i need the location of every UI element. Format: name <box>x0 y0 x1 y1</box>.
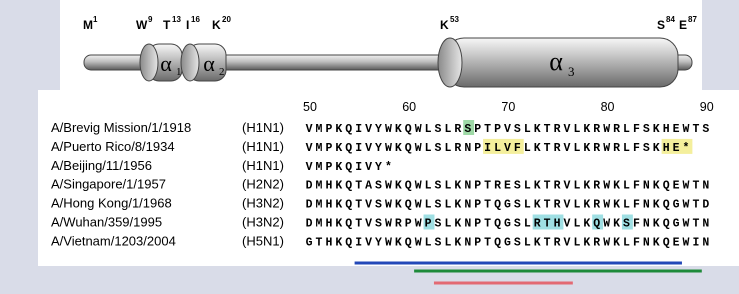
svg-text:1: 1 <box>93 15 98 24</box>
helix-alpha1 <box>140 44 182 81</box>
svg-text:T: T <box>163 18 171 32</box>
strain-subtype: (H5N1) <box>242 233 284 249</box>
helix-alpha2 <box>181 44 226 81</box>
alignment-row <box>51 139 689 155</box>
svg-text:53: 53 <box>450 15 459 24</box>
residue-label-e87 <box>679 15 697 32</box>
alignment-row <box>51 215 709 231</box>
helix-symbol: α <box>203 51 215 76</box>
helix-symbol: α <box>160 51 172 76</box>
strain-sequence: V M P K Q I V Y W K Q W L S L R S P T P V S L K T R V L K R W R L F S K H E W T S <box>305 123 710 136</box>
helix-symbol: α <box>549 47 563 76</box>
strain-subtype: (H2N2) <box>242 176 284 192</box>
ruler-tick-label: 90 <box>699 100 714 114</box>
alignment-row <box>51 177 709 193</box>
residue-label-i16 <box>186 15 200 32</box>
strain-name: A/Hong Kong/1/1968 <box>51 195 172 211</box>
residue-label-m1 <box>83 15 98 32</box>
svg-text:9: 9 <box>148 15 153 24</box>
ruler-tick-label: 70 <box>501 100 516 114</box>
helix-alpha3 <box>438 38 678 87</box>
svg-text:E: E <box>679 18 688 32</box>
svg-text:I: I <box>186 18 190 32</box>
svg-text:13: 13 <box>172 15 181 24</box>
svg-text:W: W <box>136 18 148 32</box>
svg-text:K: K <box>440 18 449 32</box>
helix-subscript: 1 <box>176 66 182 78</box>
strain-subtype: (H3N2) <box>242 195 284 211</box>
strain-sequence: V M P K Q I V Y W K Q W L S L R N P I L V F L K T R V L K R W R L F S K H E * <box>305 141 690 155</box>
strain-sequence: G T H K Q I V Y W K Q W L S L K N P T Q G S L K T R V L K R W K L F N K Q E W I N <box>305 236 710 250</box>
alignment-row <box>51 158 392 174</box>
strain-sequence: D M H K Q T V S W K Q W L S L K N P T Q G S L K T R V L K R W K L F N K Q G W T D <box>305 198 710 212</box>
helix-subscript: 3 <box>568 64 575 79</box>
strain-subtype: (H3N2) <box>242 214 284 230</box>
svg-text:16: 16 <box>191 15 200 24</box>
ruler-tick-label: 80 <box>600 100 615 114</box>
strain-name: A/Wuhan/359/1995 <box>51 214 163 230</box>
strain-name: A/Singapore/1/1957 <box>51 176 166 192</box>
position-ruler <box>303 100 714 114</box>
alignment-row <box>51 233 709 249</box>
strain-subtype: (H1N1) <box>242 120 284 135</box>
svg-text:20: 20 <box>222 15 231 24</box>
strain-name: A/Puerto Rico/8/1934 <box>51 138 175 154</box>
strain-sequence: D M H K Q T A S W K Q W L S L K N P T R E S L K T R V L K R W K L F N K Q E W T N <box>305 179 710 193</box>
svg-text:87: 87 <box>688 15 697 24</box>
protein-domain-diagram <box>83 15 697 87</box>
ruler-tick-label: 50 <box>303 100 317 114</box>
residue-label-s84 <box>657 15 675 32</box>
residue-highlights <box>424 120 693 230</box>
helix-subscript: 2 <box>219 66 225 78</box>
svg-text:M: M <box>83 18 93 32</box>
residue-label-t13 <box>163 15 181 32</box>
strain-name: A/Vietnam/1203/2004 <box>51 233 176 249</box>
strain-name: A/Brevig Mission/1/1918 <box>51 120 192 135</box>
region-bars <box>355 263 702 283</box>
alignment-rows <box>51 120 709 249</box>
strain-subtype: (H1N1) <box>242 138 284 154</box>
residue-label-k53 <box>440 15 459 32</box>
strain-sequence: V M P K Q I V Y * <box>305 160 392 174</box>
svg-text:K: K <box>212 18 221 32</box>
svg-text:84: 84 <box>666 15 675 24</box>
strain-subtype: (H1N1) <box>242 157 284 173</box>
strain-name: A/Beijing/11/1956 <box>51 157 152 173</box>
residue-label-w9 <box>136 15 153 32</box>
strain-sequence: D M H K Q T V S W R P W P S L K N P T Q G S L R T H V L K Q W K S F N K Q G W T N <box>305 217 710 231</box>
ruler-tick-label: 60 <box>402 100 417 114</box>
svg-text:S: S <box>657 18 666 32</box>
alignment-row <box>51 196 709 212</box>
alignment-row <box>51 120 709 136</box>
residue-label-k20 <box>212 15 231 32</box>
